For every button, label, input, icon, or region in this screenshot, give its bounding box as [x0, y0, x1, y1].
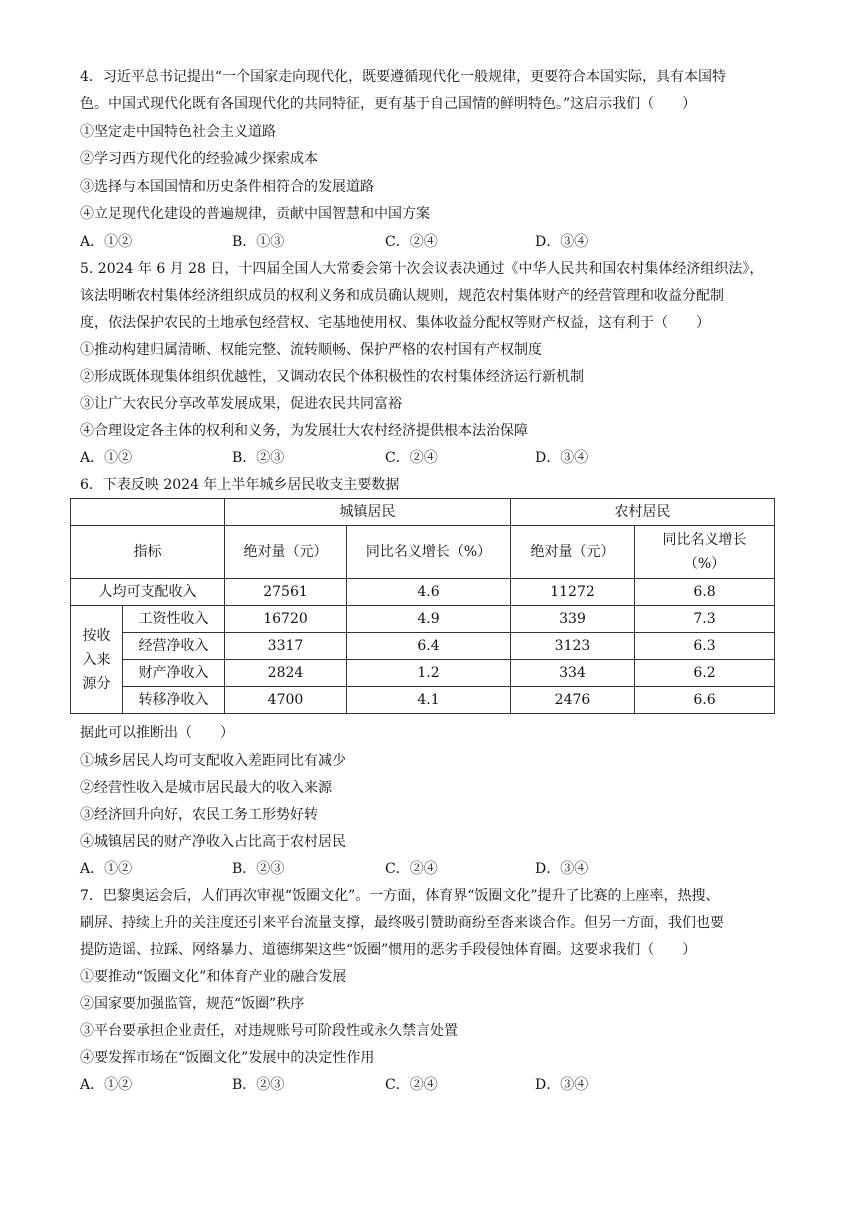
q6-stem: 6．下表反映 2024 年上半年城乡居民收支主要数据 [80, 477, 400, 493]
by-source-line-3: 源分 [82, 675, 111, 692]
q4-item-4: ④立足现代化建设的普遍规律，贡献中国智慧和中国方案 [80, 206, 430, 222]
table-row [71, 579, 775, 606]
q7-item-4: ④要发挥市场在“饭圈文化”发展中的决定性作用 [80, 1050, 375, 1066]
q6-option-a[interactable]: A．①② [80, 861, 133, 877]
q4-stem-line-1: 4．习近平总书记提出“一个国家走向现代化，既要遵循现代化一般规律，更要符合本国实际，具有本国特 [80, 69, 727, 85]
income-table [70, 498, 775, 714]
q7-item-3: ③平台要承担企业责任，对违规账号可阶段性或永久禁言处置 [80, 1023, 458, 1039]
q4-option-c[interactable]: C．②④ [385, 234, 438, 250]
q5-option-b[interactable]: B．②③ [232, 450, 285, 466]
header-rural-growth-line-1: 同比名义增长 [662, 532, 747, 548]
q5-stem-line-3: 度，依法保护农民的土地承包经营权、宅基地使用权、集体收益分配权等财产权益，这有利于（ ） [80, 315, 710, 331]
q5-stem-line-2: 该法明晰农村集体经济组织成员的权利义务和成员确认规则，规范农村集体财产的经营管理和收益分配制 [80, 288, 724, 304]
q5-option-c[interactable]: C．②④ [385, 450, 438, 466]
q5-option-d[interactable]: D．③④ [535, 450, 589, 466]
table-row [71, 660, 775, 687]
q6-option-b[interactable]: B．②③ [232, 861, 285, 877]
header-urban-growth: 同比名义增长（%） [347, 526, 511, 579]
table-row [71, 687, 775, 714]
q4-option-d[interactable]: D．③④ [535, 234, 589, 250]
row-group-by-source [71, 606, 123, 714]
q7-stem-line-1: 7．巴黎奥运会后，人们再次审视“饭圈文化”。一方面，体育界“饭圈文化”提升了比赛的上座率，热搜、 [80, 888, 720, 904]
q4-option-a[interactable]: A．①② [80, 234, 133, 250]
cell-urban-absolute: 3317 [225, 633, 347, 660]
q5-options [80, 448, 800, 468]
by-source-line-1: 按收 [82, 627, 111, 644]
q6-item-3: ③经济回升向好，农民工务工形势好转 [80, 807, 318, 823]
q4-item-1: ①坚定走中国特色社会主义道路 [80, 124, 276, 140]
q7-option-c[interactable]: C．②④ [385, 1077, 438, 1093]
cell-urban-absolute: 4700 [225, 687, 347, 714]
row-label-per-capita: 人均可支配收入 [71, 579, 225, 606]
q7-option-b[interactable]: B．②③ [232, 1077, 285, 1093]
cell-rural-growth: 6.2 [635, 660, 775, 687]
header-rural-absolute: 绝对量（元） [511, 526, 635, 579]
q4-item-3: ③选择与本国国情和历史条件相符合的发展道路 [80, 179, 374, 195]
cell-rural-growth: 6.6 [635, 687, 775, 714]
q7-stem-line-3: 提防造谣、拉踩、网络暴力、道德绑架这些“饭圈”惯用的恶劣手段侵蚀体育圈。这要求我们（ ） [80, 942, 697, 958]
header-urban-residents: 城镇居民 [225, 499, 511, 526]
q7-item-2: ②国家要加强监管，规范“饭圈”秩序 [80, 996, 305, 1012]
cell-urban-growth: 4.1 [347, 687, 511, 714]
q5-item-3: ③让广大农民分享改革发展成果，促进农民共同富裕 [80, 396, 402, 412]
cell-rural-growth: 7.3 [635, 606, 775, 633]
q6-item-4: ④城镇居民的财产净收入占比高于农村居民 [80, 834, 346, 850]
cell-rural-absolute: 334 [511, 660, 635, 687]
cell-rural-growth: 6.8 [635, 579, 775, 606]
cell-rural-absolute: 11272 [511, 579, 635, 606]
cell-rural-absolute: 2476 [511, 687, 635, 714]
q5-stem-line-1: 5. 2024 年 6 月 28 日，十四届全国人大常委会第十次会议表决通过《中华人民共和国农村集体经济组织法》， [80, 261, 764, 277]
header-rural-growth-line-2: （%） [683, 556, 726, 572]
cell-urban-absolute: 2824 [225, 660, 347, 687]
cell-urban-growth: 4.9 [347, 606, 511, 633]
q7-option-d[interactable]: D．③④ [535, 1077, 589, 1093]
header-rural-growth [635, 526, 775, 579]
cell-rural-absolute: 3123 [511, 633, 635, 660]
q4-stem-line-2: 色。中国式现代化既有各国现代化的共同特征，更有基于自己国情的鲜明特色。”这启示我们（ ） [80, 96, 697, 112]
q7-item-1: ①要推动“饭圈文化”和体育产业的融合发展 [80, 969, 347, 985]
q5-item-4: ④合理设定各主体的权利和义务，为发展壮大农村经济提供根本法治保障 [80, 423, 528, 439]
cell-urban-growth: 4.6 [347, 579, 511, 606]
q4-option-b[interactable]: B．①③ [232, 234, 285, 250]
cell-rural-absolute: 339 [511, 606, 635, 633]
table-corner-cell [71, 499, 225, 526]
q7-option-a[interactable]: A．①② [80, 1077, 133, 1093]
header-urban-absolute: 绝对量（元） [225, 526, 347, 579]
q6-prompt: 据此可以推断出（ ） [80, 725, 234, 741]
cell-urban-growth: 6.4 [347, 633, 511, 660]
q5-item-1: ①推动构建归属清晰、权能完整、流转顺畅、保护严格的农村国有产权制度 [80, 342, 542, 358]
table-header-row-groups [71, 499, 775, 526]
cell-urban-growth: 1.2 [347, 660, 511, 687]
q6-option-c[interactable]: C．②④ [385, 861, 438, 877]
table-row [71, 606, 775, 633]
q6-option-d[interactable]: D．③④ [535, 861, 589, 877]
q6-item-2: ②经营性收入是城市居民最大的收入来源 [80, 780, 332, 796]
cell-urban-absolute: 16720 [225, 606, 347, 633]
table-row [71, 633, 775, 660]
cell-urban-absolute: 27561 [225, 579, 347, 606]
q5-option-a[interactable]: A．①② [80, 450, 133, 466]
q6-options [80, 859, 800, 879]
row-label: 转移净收入 [123, 687, 225, 714]
header-rural-residents: 农村居民 [511, 499, 775, 526]
q4-options [80, 232, 800, 252]
q4-item-2: ②学习西方现代化的经验减少探索成本 [80, 151, 318, 167]
by-source-line-2: 入来 [82, 651, 111, 668]
header-indicator: 指标 [71, 526, 225, 579]
q7-options [80, 1075, 800, 1095]
row-label: 财产净收入 [123, 660, 225, 687]
cell-rural-growth: 6.3 [635, 633, 775, 660]
q7-stem-line-2: 刷屏、持续上升的关注度还引来平台流量支撑，最终吸引赞助商纷至沓来谈合作。但另一方面，我们也要 [80, 915, 724, 931]
q5-item-2: ②形成既体现集体组织优越性，又调动农民个体积极性的农村集体经济运行新机制 [80, 369, 584, 385]
q6-item-1: ①城乡居民人均可支配收入差距同比有减少 [80, 753, 346, 769]
table-header-row-columns [71, 526, 775, 579]
row-label: 工资性收入 [123, 606, 225, 633]
row-label: 经营净收入 [123, 633, 225, 660]
